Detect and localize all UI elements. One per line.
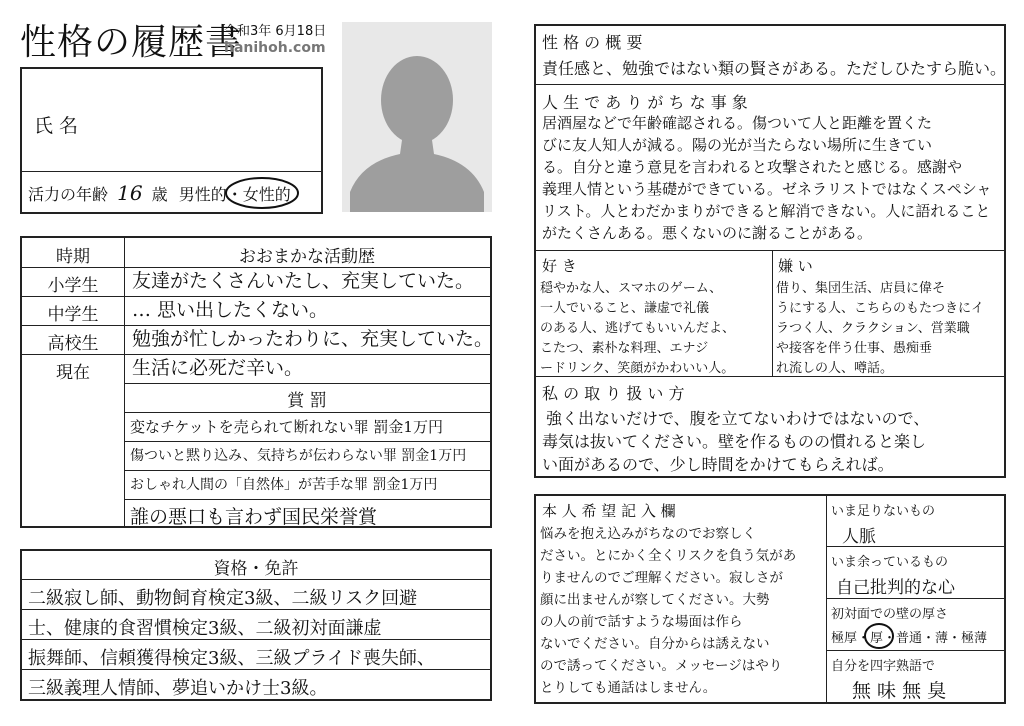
events-line: 義理人情という基礎ができている。ゼネラリストではなくスペシャ bbox=[542, 180, 992, 198]
award-item: 誰の悪口も言わず国民栄誉賞 bbox=[130, 506, 378, 528]
wishes-label: 本 人 希 望 記 入 欄 bbox=[542, 502, 676, 520]
award-item: おしゃれ人間の「自然体」が苦手な罪 罰金1万円 bbox=[130, 477, 438, 493]
likes-line: こたつ、素朴な料理、エナジ bbox=[540, 341, 709, 356]
gender-selection-circle bbox=[222, 175, 302, 211]
lacking-value: 人脈 bbox=[842, 527, 876, 547]
age-value: 16 bbox=[117, 181, 143, 205]
period-cell: 現在 bbox=[56, 363, 90, 383]
award-item: 傷ついと黙り込み、気持ちが伝わらない罪 罰金1万円 bbox=[130, 448, 467, 464]
awards-header: 賞 罰 bbox=[287, 391, 327, 411]
name-label: 氏 名 bbox=[34, 115, 79, 137]
qualification-line: 振舞師、信頼獲得検定3級、三級プライド喪失師、 bbox=[28, 648, 435, 669]
handling-label: 私 の 取 り 扱 い 方 bbox=[542, 384, 685, 403]
qualifications-box bbox=[20, 549, 492, 701]
history-table bbox=[20, 236, 492, 528]
idiom-label: 自分を四字熟語で bbox=[831, 659, 936, 674]
page-title: 性格の履歴書 bbox=[20, 22, 243, 63]
wall-label: 初対面での壁の厚さ bbox=[831, 607, 949, 622]
profile-photo bbox=[342, 22, 492, 212]
overview-text: 責任感と、勉強ではない類の賢さがある。ただしひたすら脆い。 bbox=[542, 59, 1007, 78]
qualification-line: 士、健康的食習慣検定3級、二級初対面謙虚 bbox=[28, 618, 382, 639]
wishes-line: ないでください。自分からは誘えない bbox=[540, 636, 770, 652]
dislikes-line: や接客を伴う仕事、愚痴垂 bbox=[776, 341, 933, 356]
age-unit: 歳 bbox=[151, 185, 168, 204]
handling-line: 強く出ないだけで、腹を立てないわけではないので、 bbox=[546, 409, 930, 428]
col-activity-header: おおまかな活動歴 bbox=[239, 247, 375, 267]
wishes-box bbox=[534, 494, 1006, 704]
events-label: 人 生 で あ り が ち な 事 象 bbox=[542, 93, 748, 112]
idiom-value: 無 味 無 臭 bbox=[852, 680, 947, 702]
period-cell: 高校生 bbox=[47, 334, 99, 354]
surplus-label: いま余っているもの bbox=[831, 555, 949, 570]
wishes-line: 顔に出ませんが察してください。大勢 bbox=[540, 592, 770, 608]
period-cell: 中学生 bbox=[47, 305, 99, 325]
dislikes-label: 嫌 い bbox=[778, 257, 813, 275]
dislikes-line: ラつく人、クラクション、営業職 bbox=[776, 321, 970, 336]
events-line: がたくさんある。悪くないのに謝ることがある。 bbox=[542, 224, 873, 242]
dislikes-line: うにする人、こちらのもたつきにイ bbox=[776, 301, 985, 316]
lacking-label: いま足りないもの bbox=[831, 504, 936, 519]
profile-box bbox=[20, 67, 323, 214]
age-label: 活力の年齢 bbox=[28, 185, 109, 204]
activity-cell: 勉強が忙しかったわりに、充実していた。 bbox=[132, 328, 494, 350]
overview-label: 性 格 の 概 要 bbox=[542, 33, 643, 52]
events-line: 居酒屋などで年齢確認される。傷ついて人と距離を置くた bbox=[542, 114, 933, 132]
likes-line: のある人、逃げてもいいんだよ、 bbox=[540, 321, 736, 336]
likes-label: 好 き bbox=[542, 257, 577, 275]
qualifications-header: 資格・免許 bbox=[213, 559, 299, 579]
likes-line: ードリンク、笑顔がかわいい人。 bbox=[540, 361, 735, 376]
date-text: 令和3年 6月18日 bbox=[224, 24, 327, 39]
col-period-header: 時期 bbox=[56, 247, 90, 267]
qualification-line: 二級寂し師、動物飼育検定3級、二級リスク回避 bbox=[28, 588, 418, 609]
handling-line: 毒気は抜いてください。壁を作るものの慣れると楽し bbox=[542, 432, 927, 451]
dislikes-line: れ流しの人、噂話。 bbox=[776, 361, 894, 376]
activity-cell: 生活に必死だ辛い。 bbox=[132, 357, 304, 379]
activity-cell: 友達がたくさんいたし、充実していた。 bbox=[132, 270, 475, 292]
events-line: びに友人知人が減る。陽の光が当たらない場所に生きてい bbox=[542, 136, 933, 154]
person-silhouette-icon bbox=[342, 22, 492, 212]
likes-line: 一人でいること、謙虚で礼儀 bbox=[540, 301, 710, 316]
events-line: る。自分と違う意見を言われると攻撃されたと感じる。感謝や bbox=[542, 158, 963, 176]
gender-options: 男性的・女性的 bbox=[178, 185, 291, 204]
personality-box bbox=[534, 24, 1006, 478]
wishes-line: ださい。とにかく全くリスクを負う気があ bbox=[540, 548, 797, 564]
site-name: hanihoh.com bbox=[224, 40, 326, 56]
wishes-line: の人の前で話すような場面は作ら bbox=[540, 614, 743, 630]
events-line: リスト。人とわだかまりができると解消できない。人に語れること bbox=[542, 202, 991, 220]
award-item: 変なチケットを売られて断れない罪 罰金1万円 bbox=[130, 418, 443, 436]
activity-cell: … 思い出したくない。 bbox=[132, 299, 329, 321]
wishes-line: ので誘ってください。メッセージはやり bbox=[540, 658, 783, 674]
surplus-value: 自己批判的な心 bbox=[836, 578, 955, 598]
wishes-line: 悩みを抱え込みがちなのでお察しく bbox=[540, 526, 756, 542]
wall-selection-circle bbox=[862, 622, 896, 652]
qualification-line: 三級義理人情師、夢追いかけ士3級。 bbox=[28, 678, 328, 699]
wall-options: 極厚・厚・普通・薄・極薄 bbox=[831, 631, 988, 646]
wishes-line: りませんのでご理解ください。寂しさが bbox=[540, 570, 783, 586]
handling-line: い面があるので、少し時間をかけてもらえれば。 bbox=[542, 455, 894, 474]
dislikes-line: 借り、集団生活、店員に偉そ bbox=[776, 281, 946, 296]
period-cell: 小学生 bbox=[47, 276, 99, 296]
likes-line: 穏やかな人、スマホのゲーム、 bbox=[540, 281, 723, 296]
wishes-line: とりしても通話はしません。 bbox=[540, 680, 717, 696]
